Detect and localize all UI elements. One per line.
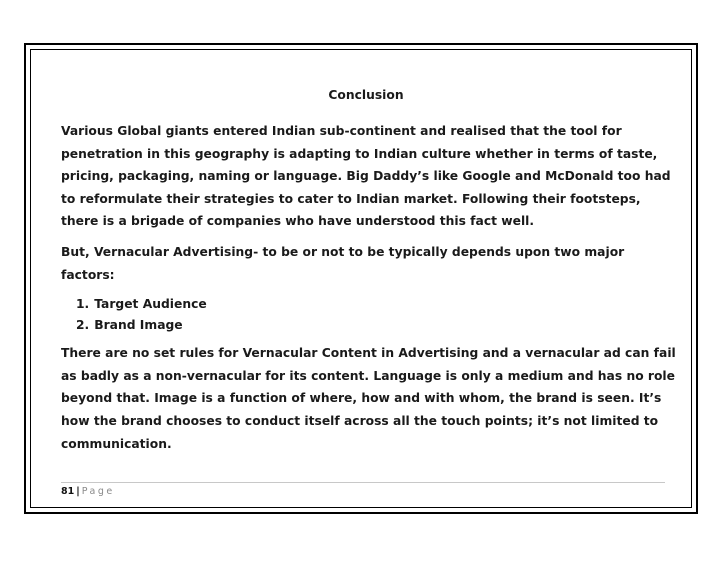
text-line: to reformulate their strategies to cater to Indian market. Following their footsteps, <box>61 191 641 206</box>
page-label: Page <box>81 486 115 497</box>
list-text: Target Audience <box>94 297 207 312</box>
text-line: communication. <box>61 436 172 451</box>
text-line: pricing, packaging, naming or language. Big Daddy’s like Google and McDonald too had <box>61 169 671 184</box>
text-line: there is a brigade of companies who have understood this fact well. <box>61 214 535 229</box>
list-text: Brand Image <box>94 318 183 333</box>
paragraph-rules <box>61 342 676 455</box>
section-title: Conclusion <box>328 88 404 102</box>
text-line: factors: <box>61 267 115 282</box>
text-line: beyond that. Image is a function of where, how and with whom, the brand is seen. It’s <box>61 391 662 406</box>
list-number: 1. <box>76 297 90 312</box>
paragraph-intro <box>61 120 671 233</box>
list-item <box>61 315 671 336</box>
factor-list <box>61 294 671 336</box>
footer-separator: | <box>76 486 80 497</box>
list-number: 2. <box>76 318 90 333</box>
text-line: There are no set rules for Vernacular Content in Advertising and a vernacular ad can fail <box>61 346 676 361</box>
text-line: how the brand chooses to conduct itself across all the touch points; it’s not limited to <box>61 413 659 428</box>
list-item <box>61 294 671 315</box>
text-line: But, Vernacular Advertising- to be or not to be typically depends upon two major <box>61 244 625 259</box>
page-number: 81 <box>61 486 75 497</box>
text-line: as badly as a non-vernacular for its content. Language is only a medium and has no role <box>61 368 675 383</box>
page-footer <box>61 482 665 497</box>
paragraph-factors <box>61 241 671 286</box>
text-line: Various Global giants entered Indian sub-continent and realised that the tool for <box>61 124 622 138</box>
page-content <box>61 80 676 463</box>
text-line: penetration in this geography is adapting to Indian culture whether in terms of taste, <box>61 146 658 161</box>
